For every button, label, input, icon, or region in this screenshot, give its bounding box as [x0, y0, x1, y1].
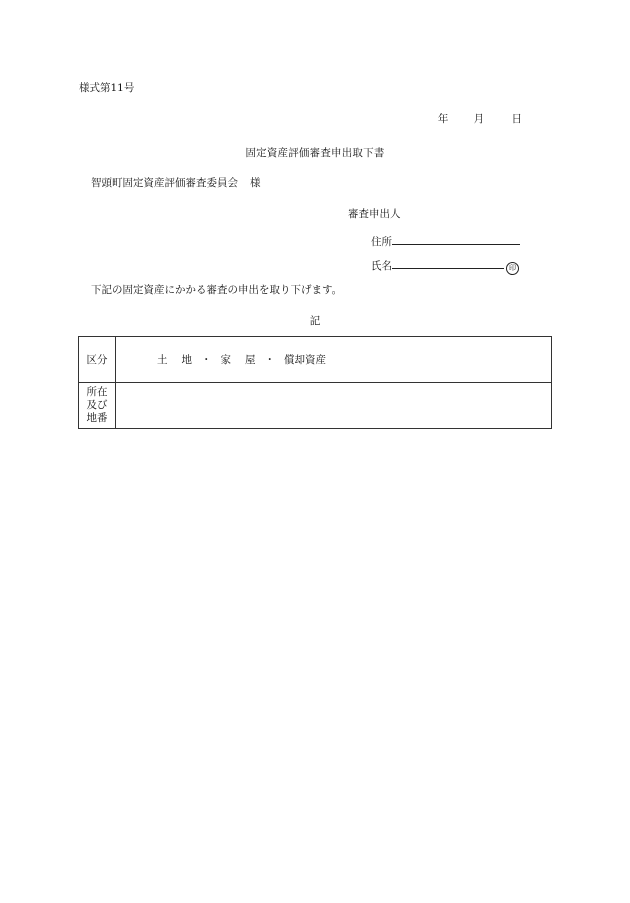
- location-header-line-1: 所在: [86, 386, 108, 398]
- form-number: 様式第11号: [79, 82, 135, 94]
- date-month: 月: [473, 113, 485, 125]
- date-line: [438, 114, 522, 125]
- location-header: [79, 383, 116, 429]
- name-line: [371, 259, 519, 275]
- seal-mark: 印: [506, 262, 519, 275]
- category-header: 区分: [79, 337, 116, 383]
- category-house-1[interactable]: 家: [220, 354, 231, 366]
- statement-text: 下記の固定資産にかかる審査の申出を取り下げます。: [91, 284, 343, 296]
- date-day: 日: [511, 113, 522, 125]
- address-line: [371, 235, 520, 248]
- details-table: [78, 336, 552, 429]
- table-row: [79, 337, 552, 383]
- addressee-name: 智頭町固定資産評価審査委員会: [91, 177, 238, 189]
- applicant-heading: 審査申出人: [348, 208, 401, 220]
- category-depreciable-assets[interactable]: 償却資産: [284, 354, 326, 366]
- category-house-2[interactable]: 屋: [245, 354, 256, 366]
- category-land-2[interactable]: 地: [181, 354, 192, 366]
- category-land-1[interactable]: 土: [157, 354, 168, 366]
- category-options: [116, 337, 552, 383]
- location-header-line-2: 及び: [86, 399, 108, 411]
- separator-2: ・: [264, 354, 275, 366]
- addressee-honorific: 様: [250, 177, 261, 189]
- address-field[interactable]: [392, 235, 520, 245]
- table-row: [79, 383, 552, 429]
- name-field[interactable]: [392, 259, 504, 269]
- location-header-line-3: 地番: [86, 412, 108, 424]
- name-label: 氏名: [371, 260, 392, 272]
- date-year: 年: [437, 113, 449, 125]
- address-label: 住所: [371, 236, 392, 248]
- ki-heading: 記: [309, 315, 321, 327]
- addressee: [91, 178, 261, 189]
- separator-1: ・: [201, 354, 212, 366]
- location-value[interactable]: [116, 383, 552, 429]
- document-title: 固定資産評価審査申出取下書: [245, 147, 385, 159]
